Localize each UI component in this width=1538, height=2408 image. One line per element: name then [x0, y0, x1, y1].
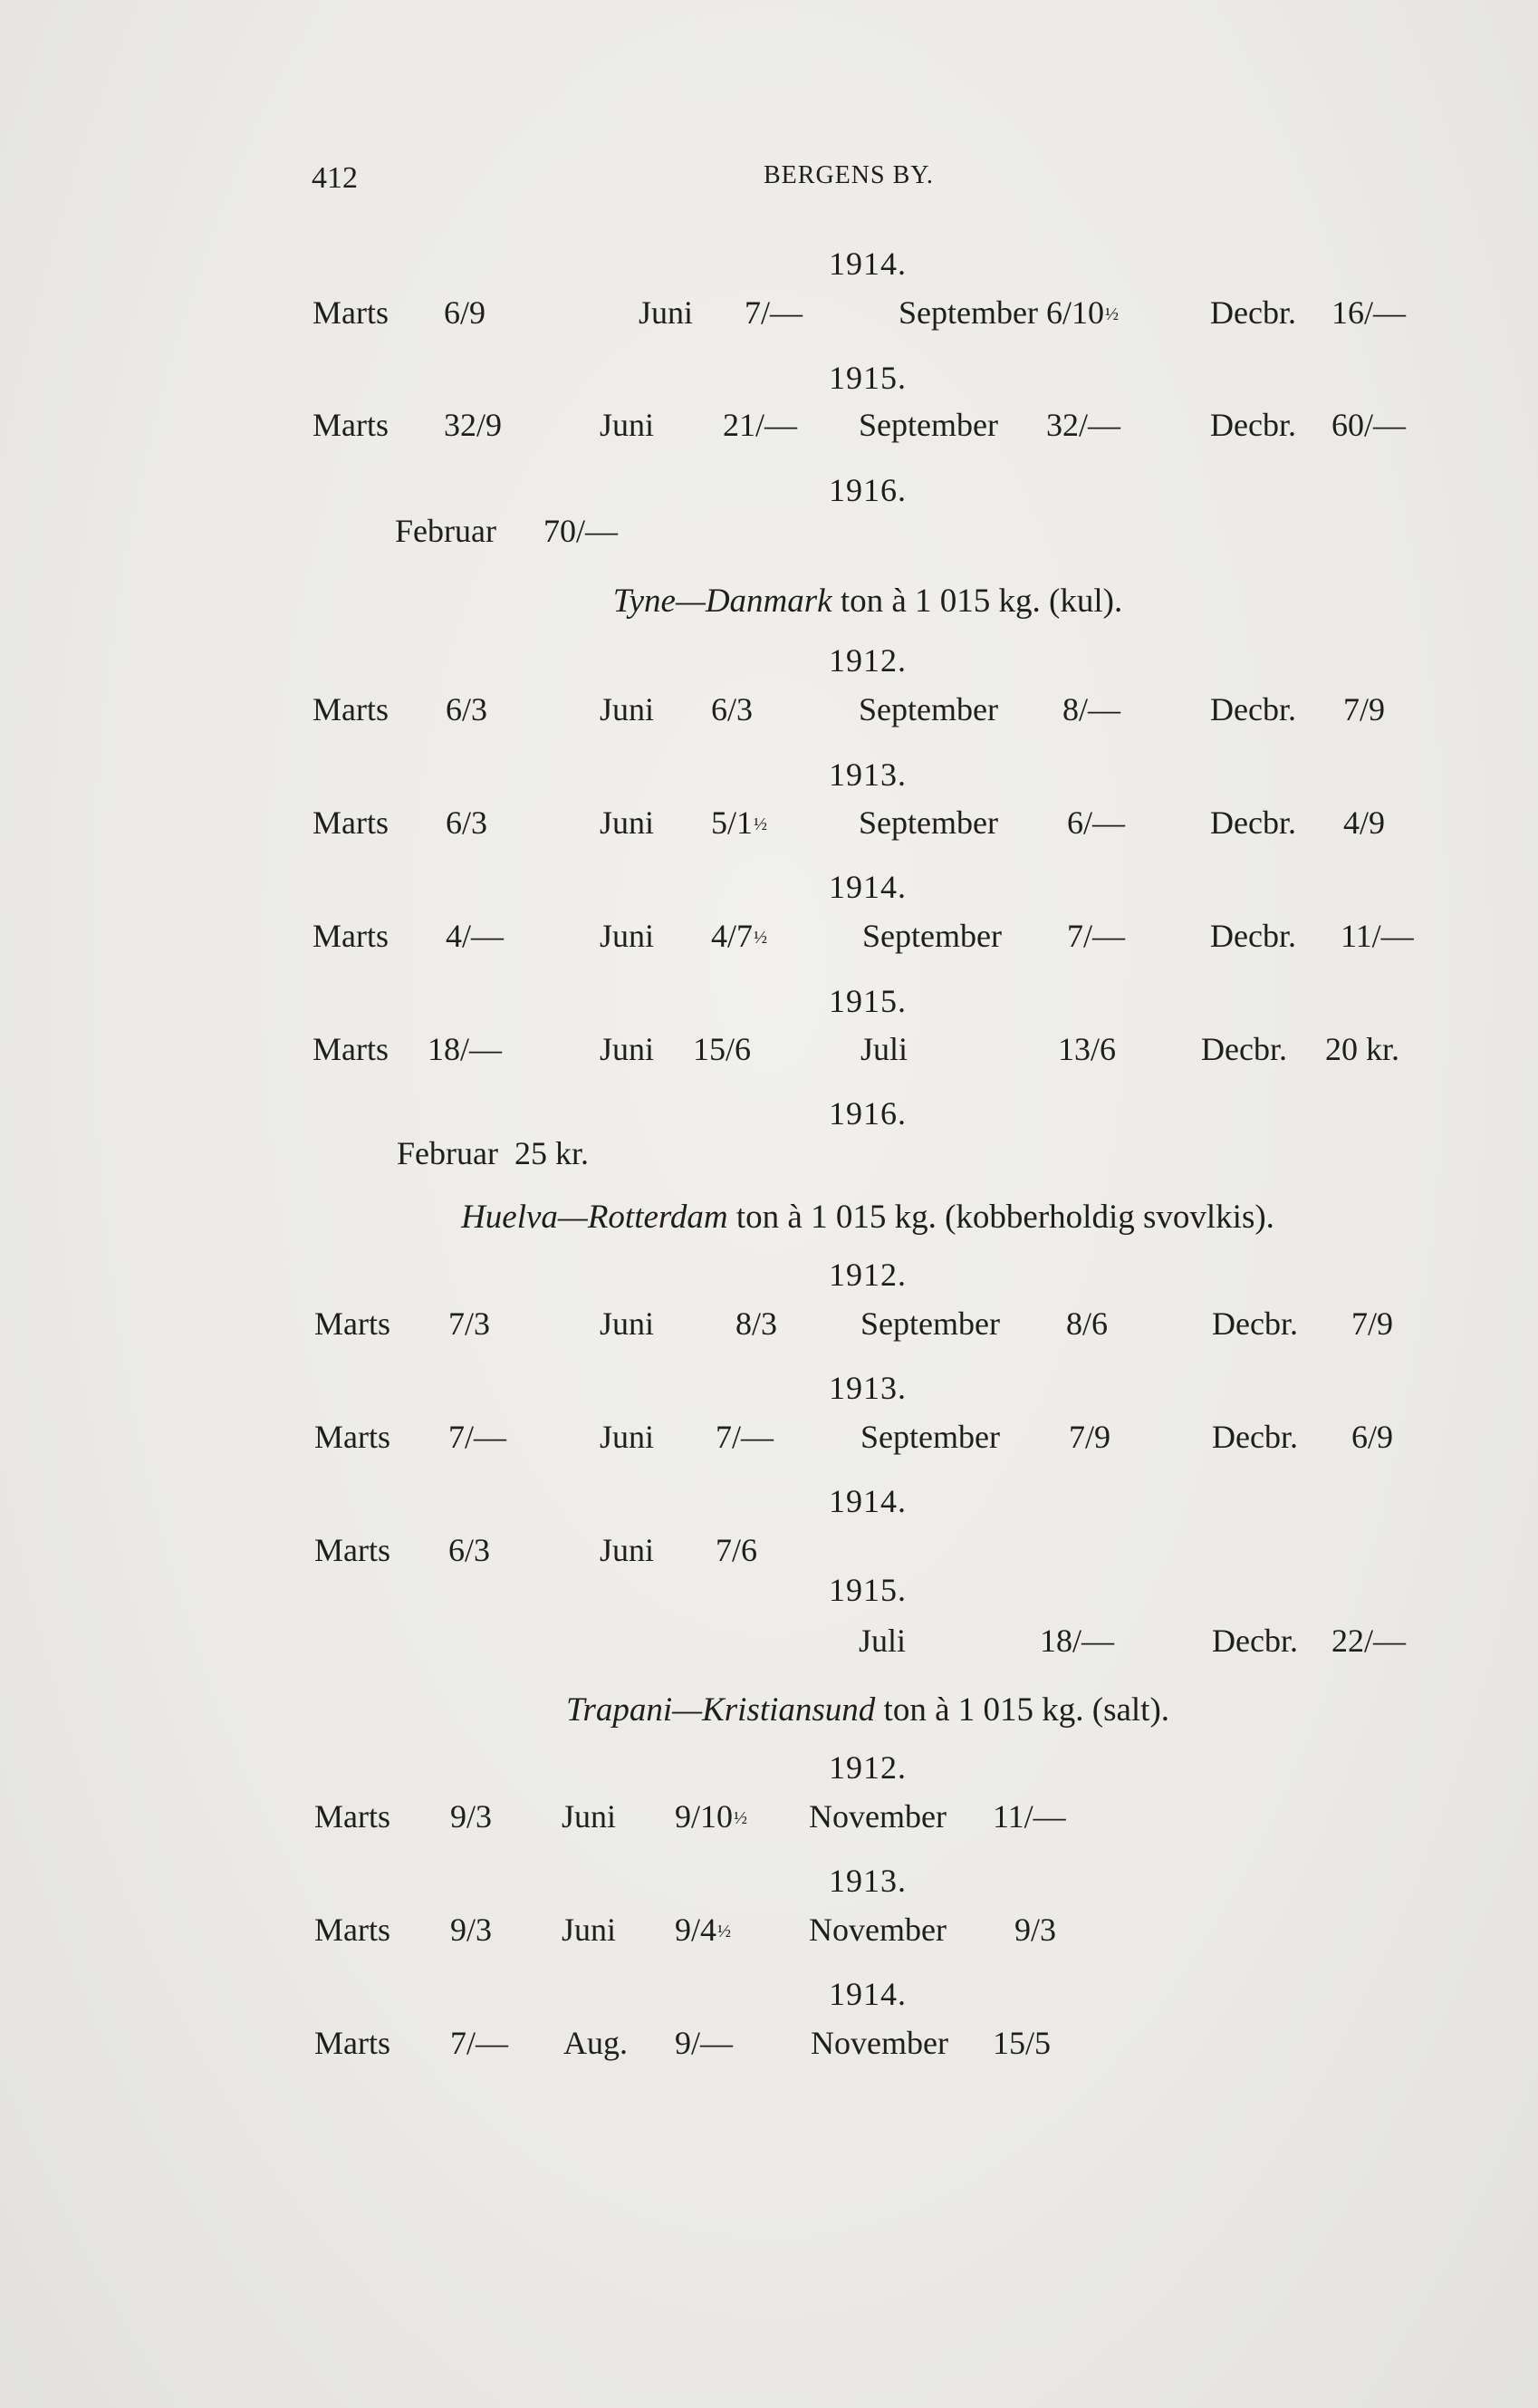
freight-rate: 32/9 [444, 407, 503, 443]
year-heading: 1912. [829, 642, 907, 679]
fraction-half: ½ [1105, 304, 1120, 324]
year-heading: 1914. [829, 1483, 907, 1519]
route-title-trapani-kristiansund [566, 1690, 1169, 1729]
freight-rate: 7/— [716, 1419, 774, 1455]
month-label: November [809, 1798, 947, 1835]
year-heading: 1915. [829, 360, 907, 396]
freight-rate: 6/3 [446, 804, 488, 841]
freight-rate: 6/9 [1351, 1419, 1394, 1455]
route-name: Huelva—Rotterdam [461, 1199, 728, 1236]
month-label: Marts [314, 1419, 390, 1455]
page-number: 412 [312, 161, 358, 195]
freight-rate: 70/— [543, 513, 619, 549]
freight-rate: 8/— [1062, 691, 1121, 727]
freight-rate: 6/10½ [1046, 294, 1120, 331]
freight-rate: 9/10½ [675, 1798, 748, 1835]
freight-rate: 18/— [1040, 1623, 1115, 1659]
freight-rate: 7/9 [1351, 1305, 1394, 1342]
month-label: Juli [859, 1623, 907, 1659]
year-heading: 1914. [829, 1976, 907, 2012]
freight-rate: 15/6 [693, 1031, 752, 1067]
freight-rate: 9/3 [450, 1912, 493, 1948]
year-heading: 1913. [829, 1863, 907, 1899]
route-description: ton à 1 015 kg. (salt). [875, 1691, 1170, 1729]
freight-rate: 9/4½ [675, 1912, 732, 1948]
month-label: Juni [600, 804, 655, 841]
month-label: Decbr. [1210, 294, 1296, 331]
freight-rate: 4/— [446, 918, 505, 954]
year-heading: 1913. [829, 756, 907, 793]
year-heading: 1915. [829, 983, 907, 1019]
month-label: Decbr. [1201, 1031, 1287, 1067]
freight-rate: 18/— [428, 1031, 503, 1067]
route-name: Tyne—Danmark [612, 583, 832, 620]
freight-rate: 9/3 [1014, 1912, 1057, 1948]
month-label: Marts [312, 1031, 389, 1067]
year-heading: 1916. [829, 472, 907, 508]
month-label: Juni [562, 1912, 617, 1948]
freight-rate: 7/— [745, 294, 803, 331]
month-label: Juli [860, 1031, 908, 1067]
month-label: Juni [600, 691, 655, 727]
month-label: Decbr. [1212, 1419, 1298, 1455]
fraction-half: ½ [717, 1922, 732, 1941]
running-title: BERGENS BY. [764, 161, 934, 189]
freight-rate: 4/7½ [711, 918, 768, 954]
freight-rate: 7/3 [448, 1305, 491, 1342]
month-label: Marts [314, 1798, 390, 1835]
month-label: Marts [314, 1912, 390, 1948]
month-label: Marts [314, 2025, 390, 2061]
month-label: Juni [600, 1031, 655, 1067]
fraction-half: ½ [754, 928, 768, 948]
month-label: Marts [312, 918, 389, 954]
month-label: Februar [395, 513, 496, 549]
month-label: September [899, 294, 1038, 331]
month-label: September [859, 804, 998, 841]
route-description: ton à 1 015 kg. (kul). [831, 583, 1123, 620]
year-heading: 1912. [829, 1257, 907, 1293]
route-description: ton à 1 015 kg. (kobberholdig svovlkis). [727, 1199, 1274, 1236]
freight-rate: 4/9 [1343, 804, 1386, 841]
month-label: Juni [600, 1305, 655, 1342]
month-label: November [811, 2025, 948, 2061]
month-label: September [860, 1305, 1000, 1342]
month-label: Marts [314, 1532, 390, 1568]
month-label: Decbr. [1210, 804, 1296, 841]
freight-rate: 9/3 [450, 1798, 493, 1835]
freight-rate: 8/3 [735, 1305, 778, 1342]
month-label: Decbr. [1210, 407, 1296, 443]
freight-rate: 21/— [723, 407, 798, 443]
freight-rate: 13/6 [1058, 1031, 1117, 1067]
month-label: Aug. [563, 2025, 628, 2061]
route-name: Trapani—Kristiansund [565, 1691, 876, 1729]
freight-rate: 6/3 [446, 691, 488, 727]
freight-rate: 6/9 [444, 294, 486, 331]
fraction-half: ½ [754, 814, 768, 834]
month-label: Decbr. [1212, 1623, 1298, 1659]
year-heading: 1915. [829, 1572, 907, 1608]
year-heading: 1916. [829, 1095, 907, 1132]
year-heading: 1914. [829, 246, 907, 282]
freight-rate: 11/— [993, 1798, 1066, 1835]
month-label: Decbr. [1212, 1305, 1298, 1342]
month-label: November [809, 1912, 947, 1948]
month-label: Juni [600, 407, 655, 443]
year-heading: 1914. [829, 869, 907, 905]
freight-rate: 9/— [675, 2025, 734, 2061]
freight-rate: 7/9 [1343, 691, 1386, 727]
month-label: Juni [562, 1798, 617, 1835]
freight-rate: 8/6 [1066, 1305, 1109, 1342]
month-label: September [859, 407, 998, 443]
freight-rate: 20 kr. [1325, 1031, 1400, 1067]
freight-rate: 16/— [1331, 294, 1407, 331]
month-label: Decbr. [1210, 691, 1296, 727]
month-label: Marts [312, 804, 389, 841]
month-label: September [859, 691, 998, 727]
freight-rate: 11/— [1341, 918, 1414, 954]
freight-rate: 7/— [1067, 918, 1126, 954]
year-heading: 1913. [829, 1370, 907, 1406]
year-heading: 1912. [829, 1749, 907, 1786]
freight-rate: 25 kr. [514, 1135, 590, 1171]
freight-rate: 7/6 [716, 1532, 758, 1568]
freight-rate: 60/— [1331, 407, 1407, 443]
freight-rate: 32/— [1046, 407, 1121, 443]
month-label: Juni [600, 918, 655, 954]
month-label: Februar [397, 1135, 498, 1171]
freight-rate: 6/3 [711, 691, 754, 727]
month-label: September [860, 1419, 1000, 1455]
month-label: Marts [314, 1305, 390, 1342]
freight-rate: 7/— [448, 1419, 507, 1455]
month-label: Marts [312, 294, 389, 331]
freight-rate: 7/9 [1069, 1419, 1111, 1455]
month-label: September [862, 918, 1002, 954]
month-label: Marts [312, 407, 389, 443]
route-title-huelva-rotterdam [461, 1198, 1274, 1237]
freight-rate: 6/— [1067, 804, 1126, 841]
route-title-tyne-danmark [613, 582, 1122, 621]
freight-rate: 22/— [1331, 1623, 1407, 1659]
month-label: Juni [600, 1532, 655, 1568]
freight-rate: 6/3 [448, 1532, 491, 1568]
fraction-half: ½ [734, 1808, 748, 1828]
freight-rate: 5/1½ [711, 804, 768, 841]
month-label: Decbr. [1210, 918, 1296, 954]
freight-rate: 15/5 [993, 2025, 1052, 2061]
month-label: Juni [600, 1419, 655, 1455]
month-label: Juni [639, 294, 694, 331]
freight-rate: 7/— [450, 2025, 509, 2061]
month-label: Marts [312, 691, 389, 727]
